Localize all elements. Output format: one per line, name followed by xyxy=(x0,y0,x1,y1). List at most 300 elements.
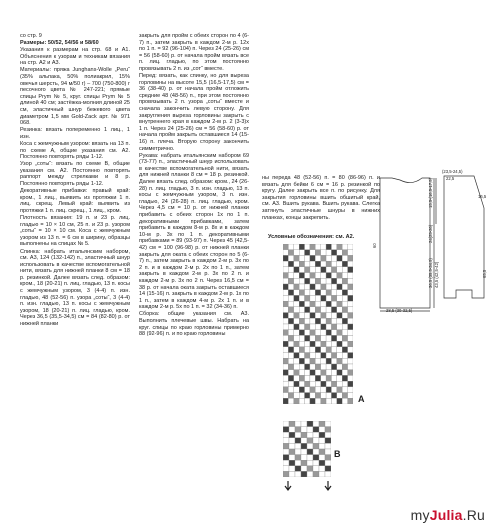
c1-paragraph: Коса с жемчужным узором: вязать на 13 п. по схеме А, общие указания см. А2. Постоянно повторять ряды 1-12. xyxy=(20,141,130,161)
chart-cell xyxy=(315,244,320,250)
chart-cell xyxy=(288,261,293,267)
chart-cell xyxy=(348,370,353,376)
chart-cell xyxy=(315,307,320,313)
chart-cell xyxy=(299,364,304,370)
chart-cell xyxy=(326,347,331,353)
chart-cell xyxy=(337,347,342,353)
chart-cell xyxy=(305,335,310,341)
chart-cell xyxy=(310,387,315,393)
chart-cell xyxy=(326,370,331,376)
chart-cell xyxy=(294,290,299,296)
chart-cell xyxy=(337,398,342,404)
chart-cell xyxy=(331,284,336,290)
chart-cell xyxy=(288,273,293,279)
chart-cell xyxy=(305,324,310,330)
chart-cell xyxy=(305,398,310,404)
chart-cell xyxy=(310,261,315,267)
chart-cell xyxy=(301,455,307,461)
chart-cell xyxy=(294,261,299,267)
chart-cell xyxy=(319,432,325,438)
chart-cell xyxy=(310,330,315,336)
chart-cell xyxy=(305,347,310,353)
chart-cell xyxy=(283,438,289,444)
chart-cell xyxy=(326,375,331,381)
chart-cell xyxy=(315,301,320,307)
chart-cell xyxy=(294,324,299,330)
chart-cell xyxy=(321,261,326,267)
chart-cell xyxy=(315,358,320,364)
chart-cell xyxy=(348,330,353,336)
chart-cell xyxy=(299,290,304,296)
chart-cell xyxy=(288,381,293,387)
chart-cell xyxy=(348,261,353,267)
chart-cell xyxy=(331,364,336,370)
chart-cell xyxy=(321,375,326,381)
chart-cell xyxy=(348,301,353,307)
chart-cell xyxy=(295,455,301,461)
chart-cell xyxy=(305,358,310,364)
chart-cell xyxy=(305,364,310,370)
chart-cell xyxy=(283,427,289,433)
chart-cell xyxy=(301,421,307,427)
chart-cell xyxy=(283,421,289,427)
chart-cell xyxy=(337,284,342,290)
chart-cell xyxy=(325,449,331,455)
chart-cell xyxy=(299,250,304,256)
chart-cell xyxy=(342,273,347,279)
chart-cell xyxy=(342,284,347,290)
chart-cell xyxy=(315,353,320,359)
chart-cell xyxy=(301,466,307,472)
chart-cell xyxy=(288,387,293,393)
chart-cell xyxy=(337,341,342,347)
chart-cell xyxy=(331,313,336,319)
chart-cell xyxy=(325,421,331,427)
chart-b-label: B xyxy=(334,449,341,459)
chart-cell xyxy=(331,261,336,267)
chart-cell xyxy=(310,364,315,370)
chart-cell xyxy=(294,370,299,376)
chart-cell xyxy=(319,471,325,477)
chart-cell xyxy=(319,438,325,444)
chart-cell xyxy=(321,307,326,313)
chart-cell xyxy=(310,353,315,359)
chart-cell xyxy=(299,341,304,347)
chart-cell xyxy=(331,370,336,376)
c1-paragraph: Декоративные прибавки: правый край: кром., 1 лиц., выявить из протяжки 1 п. лиц. скрещ. Левый край: выявить из протяжки 1 п. лиц. скрещ., 1 лиц., кром. xyxy=(20,188,130,214)
chart-cell xyxy=(310,278,315,284)
chart-cell xyxy=(289,455,295,461)
chart-cell xyxy=(348,307,353,313)
chart-cell xyxy=(331,267,336,273)
chart-cell xyxy=(321,313,326,319)
chart-cell xyxy=(331,353,336,359)
chart-cell xyxy=(294,330,299,336)
chart-cell xyxy=(283,273,288,279)
chart-cell xyxy=(342,313,347,319)
chart-cell xyxy=(295,449,301,455)
chart-cell xyxy=(342,393,347,399)
chart-cell xyxy=(283,466,289,472)
chart-cell xyxy=(325,432,331,438)
chart-cell xyxy=(326,301,331,307)
chart-cell xyxy=(319,449,325,455)
chart-cell xyxy=(348,244,353,250)
chart-cell xyxy=(326,244,331,250)
chart-cell xyxy=(348,341,353,347)
chart-cell xyxy=(288,313,293,319)
chart-cell xyxy=(342,261,347,267)
chart-cell xyxy=(310,301,315,307)
chart-cell xyxy=(299,284,304,290)
chart-cell xyxy=(325,427,331,433)
chart-cell xyxy=(305,393,310,399)
chart-cell xyxy=(305,370,310,376)
chart-cell xyxy=(307,449,313,455)
c1-paragraph: со стр. 9 xyxy=(20,33,42,39)
chart-cell xyxy=(326,330,331,336)
chart-cell xyxy=(337,244,342,250)
chart-cell xyxy=(331,324,336,330)
chart-cell xyxy=(294,375,299,381)
chart-cell xyxy=(313,443,319,449)
chart-cell xyxy=(348,335,353,341)
legend-title: Условные обозначения: см. А2. xyxy=(268,234,355,240)
chart-cell xyxy=(342,353,347,359)
chart-cell xyxy=(295,421,301,427)
chart-cell xyxy=(310,370,315,376)
chart-cell xyxy=(283,313,288,319)
schematic-vert2: 36,5 (35,5-34,5) xyxy=(428,258,433,288)
chart-cell xyxy=(288,335,293,341)
chart-cell xyxy=(315,324,320,330)
chart-cell xyxy=(288,393,293,399)
chart-cell xyxy=(321,273,326,279)
chart-cell xyxy=(283,267,288,273)
chart-cell xyxy=(310,255,315,261)
chart-cell xyxy=(288,278,293,284)
chart-cell xyxy=(305,307,310,313)
chart-cell xyxy=(337,387,342,393)
chart-cell xyxy=(342,398,347,404)
chart-cell xyxy=(283,261,288,267)
chart-cell xyxy=(315,318,320,324)
chart-cell xyxy=(331,381,336,387)
chart-cell xyxy=(326,295,331,301)
chart-cell xyxy=(313,427,319,433)
chart-cell xyxy=(295,466,301,472)
c1-paragraph: Спинка: набрать итальянским набором, см. А3, 124 (132-142) п., эластичный шнур использовать в качестве вспомогательной нити, вязать для нижней планки 8 см = 18 р. резинкой. Далее вязать след. образом: кром., 18 (20-21) п. лиц. гладью, 13 п. косы с жемчужным узором, 3 (4-4) п. изн. гладью, 48 (52-56) п. узора „соты“, 3 (4-4) п. изн. гладью, 13 п. косы с жемчужным узором, 18 (20-21) п. лиц. гладью, кром. Через 36,5 (35,5-34,5) см = 84 (82-80) р. от нижней планки xyxy=(20,248,130,328)
chart-cell xyxy=(310,324,315,330)
chart-cell xyxy=(288,341,293,347)
schematic-bottom: 28,5 (30-32,5) xyxy=(386,308,413,313)
chart-cell xyxy=(342,381,347,387)
chart-cell xyxy=(337,370,342,376)
chart-cell xyxy=(299,324,304,330)
chart-cell xyxy=(299,261,304,267)
chart-cell xyxy=(289,471,295,477)
chart-cell xyxy=(342,375,347,381)
chart-cell xyxy=(283,353,288,359)
schematic-top-width: (23,5-24,5) xyxy=(442,169,463,174)
chart-cell xyxy=(315,273,320,279)
chart-cell xyxy=(321,295,326,301)
chart-cell xyxy=(283,432,289,438)
chart-cell xyxy=(283,250,288,256)
chart-cell xyxy=(299,255,304,261)
chart-cell xyxy=(301,427,307,433)
chart-cell xyxy=(325,438,331,444)
chart-cell xyxy=(321,290,326,296)
chart-cell xyxy=(337,290,342,296)
chart-cell xyxy=(348,324,353,330)
chart-cell xyxy=(337,255,342,261)
chart-cell xyxy=(348,318,353,324)
chart-cell xyxy=(288,250,293,256)
chart-cell xyxy=(288,370,293,376)
chart-cell xyxy=(305,330,310,336)
chart-cell xyxy=(283,324,288,330)
chart-cell xyxy=(321,324,326,330)
chart-cell xyxy=(283,335,288,341)
chart-cell xyxy=(294,301,299,307)
chart-cell xyxy=(288,290,293,296)
chart-cell xyxy=(313,455,319,461)
chart-cell xyxy=(337,307,342,313)
chart-cell xyxy=(321,347,326,353)
chart-cell xyxy=(325,466,331,472)
chart-cell xyxy=(294,353,299,359)
chart-cell xyxy=(321,250,326,256)
chart-cell xyxy=(288,255,293,261)
chart-cell xyxy=(331,318,336,324)
chart-cell xyxy=(319,427,325,433)
chart-cell xyxy=(283,290,288,296)
chart-cell xyxy=(283,449,289,455)
chart-cell xyxy=(283,301,288,307)
chart-cell xyxy=(283,443,289,449)
chart-cell xyxy=(337,381,342,387)
chart-cell xyxy=(315,290,320,296)
chart-cell xyxy=(294,284,299,290)
chart-cell xyxy=(331,393,336,399)
chart-cell xyxy=(283,381,288,387)
chart-cell xyxy=(288,244,293,250)
chart-cell xyxy=(283,278,288,284)
chart-cell xyxy=(326,284,331,290)
site-logo[interactable]: myJulia.Ru xyxy=(410,507,485,523)
chart-cell xyxy=(321,398,326,404)
chart-cell xyxy=(321,278,326,284)
chart-cell xyxy=(342,255,347,261)
chart-cell xyxy=(326,290,331,296)
chart-cell xyxy=(305,353,310,359)
chart-cell xyxy=(321,318,326,324)
chart-cell xyxy=(326,307,331,313)
chart-cell xyxy=(348,273,353,279)
c1-paragraph: Узор „соты“: вязать по схеме В, общие указания см. А2. Постоянно повторять раппорт между стрелками и 8 р. Постоянно повторять ряды 1-12. xyxy=(20,161,130,188)
chart-cell xyxy=(337,375,342,381)
chart-cell xyxy=(321,284,326,290)
chart-cell xyxy=(307,443,313,449)
chart-cell xyxy=(299,267,304,273)
chart-cell xyxy=(315,267,320,273)
chart-cell xyxy=(331,250,336,256)
chart-cell xyxy=(283,375,288,381)
chart-cell xyxy=(283,295,288,301)
c4-paragraph: ны переда 48 (52-56) п. = 80 (86-96) п. и вязать для бейки 6 см = 16 р. резинкой по кругу. Далее закрыть все п. по рисунку. Для закрытия горловины вшить обшитый край, см. А3. Вшить рукава. Вшить рукава. Слегка затянуть эластичные шнуры в нижних планках, концы закрепить. xyxy=(262,175,380,221)
chart-cell xyxy=(283,471,289,477)
chart-cell xyxy=(342,301,347,307)
chart-cell xyxy=(299,318,304,324)
chart-cell xyxy=(326,267,331,273)
chart-cell xyxy=(289,432,295,438)
chart-cell xyxy=(321,358,326,364)
chart-cell xyxy=(307,455,313,461)
chart-cell xyxy=(310,335,315,341)
chart-cell xyxy=(289,460,295,466)
chart-cell xyxy=(310,250,315,256)
chart-cell xyxy=(305,295,310,301)
chart-cell xyxy=(299,370,304,376)
chart-cell xyxy=(342,347,347,353)
chart-cell xyxy=(337,335,342,341)
chart-cell xyxy=(331,375,336,381)
chart-cell xyxy=(310,341,315,347)
chart-cell xyxy=(325,460,331,466)
chart-cell xyxy=(310,398,315,404)
chart-cell xyxy=(301,438,307,444)
chart-cell xyxy=(305,318,310,324)
chart-cell xyxy=(315,284,320,290)
chart-cell xyxy=(301,432,307,438)
chart-cell xyxy=(342,290,347,296)
chart-cell xyxy=(315,250,320,256)
chart-cell xyxy=(283,398,288,404)
chart-cell xyxy=(348,295,353,301)
chart-cell xyxy=(348,375,353,381)
chart-cell xyxy=(288,347,293,353)
chart-cell xyxy=(342,267,347,273)
chart-cell xyxy=(288,398,293,404)
chart-cell xyxy=(294,393,299,399)
chart-cell xyxy=(321,364,326,370)
chart-cell xyxy=(294,398,299,404)
chart-cell xyxy=(348,387,353,393)
chart-cell xyxy=(283,393,288,399)
chart-cell xyxy=(294,307,299,313)
chart-cell xyxy=(337,261,342,267)
chart-cell xyxy=(310,313,315,319)
chart-cell xyxy=(310,267,315,273)
chart-cell xyxy=(307,427,313,433)
chart-cell xyxy=(315,370,320,376)
chart-cell xyxy=(301,449,307,455)
chart-cell xyxy=(321,381,326,387)
chart-cell xyxy=(283,244,288,250)
chart-cell xyxy=(331,255,336,261)
chart-cell xyxy=(299,375,304,381)
chart-cell xyxy=(348,381,353,387)
chart-cell xyxy=(289,466,295,472)
chart-cell xyxy=(307,421,313,427)
chart-cell xyxy=(288,318,293,324)
chart-cell xyxy=(348,358,353,364)
chart-cell xyxy=(283,255,288,261)
chart-cell xyxy=(299,307,304,313)
chart-cell xyxy=(348,278,353,284)
chart-cell xyxy=(305,381,310,387)
chart-cell xyxy=(342,370,347,376)
chart-cell xyxy=(294,358,299,364)
chart-cell xyxy=(331,335,336,341)
chart-cell xyxy=(307,438,313,444)
chart-cell xyxy=(288,295,293,301)
chart-cell xyxy=(348,250,353,256)
chart-cell xyxy=(289,421,295,427)
chart-cell xyxy=(326,313,331,319)
chart-cell xyxy=(337,301,342,307)
chart-cell xyxy=(295,460,301,466)
schematic-vert1: 15,5-(16,5-17,5) xyxy=(428,177,433,208)
chart-cell xyxy=(307,466,313,472)
chart-cell xyxy=(294,341,299,347)
chart-cell xyxy=(315,364,320,370)
c1-paragraph: Плотность вязания: 19 п. и 23 р. лиц. гладью = 10 × 10 см, 25 п. и 23 р. узором „соты“ = 10 × 10 см. Коса с жемчужным узором из 13 п. = 6 см в ширину, образцы выполнены на спицах № 5. xyxy=(20,215,130,248)
chart-cell xyxy=(337,250,342,256)
chart-cell xyxy=(305,250,310,256)
chart-cell xyxy=(331,307,336,313)
chart-cell xyxy=(342,324,347,330)
chart-cell xyxy=(331,301,336,307)
chart-cell xyxy=(342,330,347,336)
text-column-3 xyxy=(262,175,380,222)
c2-paragraph: Сборка: общие указания см. А3. Выполнить плечевые швы. Набрать на круг. спицы по краю горловины примерно 88 (92-96) п. и по краю горловины xyxy=(139,311,249,338)
c2-paragraph: закрыть для пройм с обеих сторон по 4 (6-7) п., затем закрыть в каждом 2-м р. 12x по 1 п. = 92 (96-104) п. Через 24 (25-26) см = 56 (58-60) р. от начала пройм вязать все п. лиц. гладью, по этом постоянно провязывать 2 п. из „сот“ вместе. xyxy=(139,33,249,72)
chart-cell xyxy=(348,255,353,261)
chart-cell xyxy=(310,307,315,313)
chart-cell xyxy=(283,284,288,290)
c1-paragraph: Резинка: вязать попеременно 1 лиц., 1 изн. xyxy=(20,127,130,140)
chart-cell xyxy=(315,347,320,353)
chart-cell xyxy=(315,393,320,399)
chart-cell xyxy=(294,267,299,273)
chart-cell xyxy=(331,244,336,250)
chart-cell xyxy=(319,443,325,449)
chart-cell xyxy=(337,313,342,319)
chart-cell xyxy=(348,393,353,399)
chart-cell xyxy=(294,273,299,279)
chart-cell xyxy=(305,261,310,267)
schematic-left: 60 xyxy=(372,243,377,248)
chart-a-grid xyxy=(283,244,353,404)
chart-cell xyxy=(305,255,310,261)
chart-cell xyxy=(319,466,325,472)
c2-paragraph: Перед: вязать, как спинку, но для выреза горловины на высоте 15,5 (16,5-17,5) см = 36 (38-40) р. от начала пройм отложить средние 48 (48-56) п., при этом постоянно провязывать 2 п. узора „соты“ вместе и сначала закончить левую сторону. Для закругления выреза горловины закрыть с внутреннего края в каждом 2-м р. 2 (3-3)x 1 п. Через 24 (25-26) см = 56 (58-60) р. от начала пройм закрыть оставшиеся 14 (15-16) п. плеча. Вторую сторону закончить симметрично. xyxy=(139,73,249,152)
chart-cell xyxy=(342,318,347,324)
chart-cell xyxy=(310,381,315,387)
chart-cell xyxy=(288,330,293,336)
chart-cell xyxy=(305,341,310,347)
chart-cell xyxy=(319,455,325,461)
schematic-vert4: 65,5 xyxy=(482,269,487,278)
chart-cell xyxy=(315,335,320,341)
chart-cell xyxy=(289,443,295,449)
c2-paragraph: Рукава: набрать итальянским набором 69 (73-77) п., эластичный шнур использовать в качестве вспомогательной нити, вязать для нижней планки 8 см = 18 р. резинкой. Далее вязать след. образом: кром., 24 (26-28) п. лиц. гладью, 3 п. изн. гладью, 13 п. косы с жемчужным узором, 3 п. изн. гладью, 24 (26-28) п. лиц. гладью, кром. Через 4,5 см = 10 р. от нижней планки прибавить с обеих сторон 1x по 1 п. декоративными прибавками, затем прибавить в каждом 8-м р. 8x и в каждом 10-м р. 3x по 1 п. декоративными прибавками = 89 (93-97) п. Через 45 (42,5-42) см = 100 (96-98) р. от нижней планки закрыть для оката с обеих сторон по 5 (6-7) п., затем закрыть в каждом 2-м р. 3x по 2 п. и в каждом 2-м р. 2x по 1 п., затем закрыть в каждом 2-м р. 3x по 2 п. и каждом 2-м р. 3x по 2 п. Через 16,5 см = 38 р. от начала оката закрыть оставшиеся 14 (15-16) п. закрыть в каждом 2-м р. 1x по 1 п., затем в каждом 4-м р. 2x 1 п. и в каждом 2-м р. 5x по 1 п. = 32 (34-36) п. xyxy=(139,152,249,311)
chart-cell xyxy=(301,443,307,449)
chart-cell xyxy=(294,318,299,324)
chart-cell xyxy=(310,393,315,399)
